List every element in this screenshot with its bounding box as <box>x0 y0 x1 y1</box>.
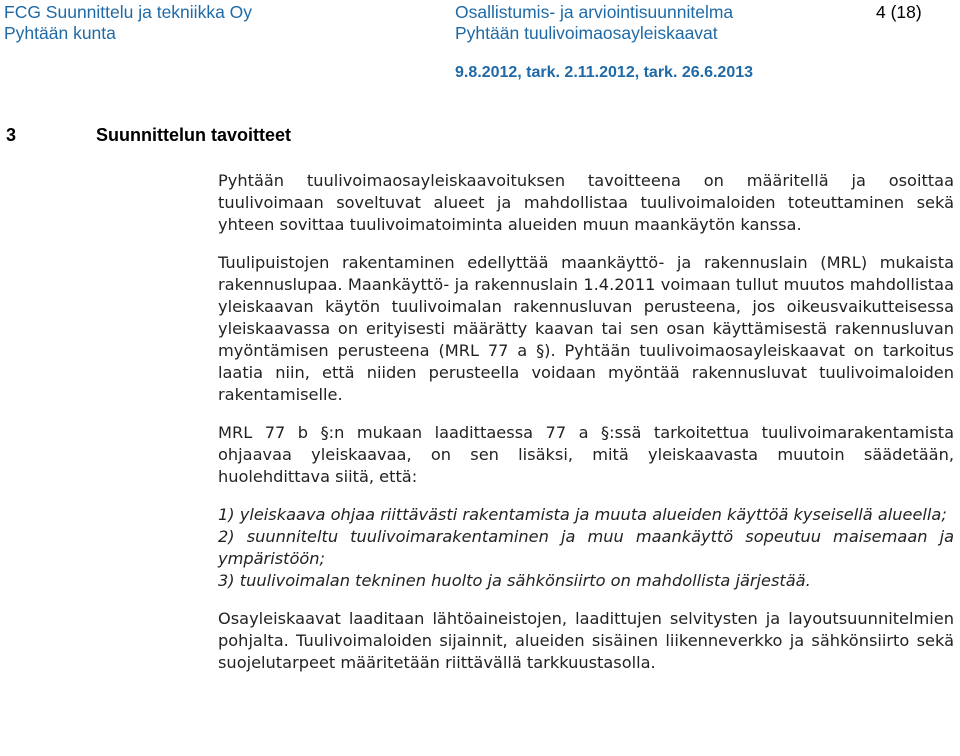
paragraph: Pyhtään tuulivoimaosayleiskaavoituksen tavoitteena on määritellä ja osoittaa tuulivoimaan soveltuvat alueet ja mahdollistaa tuulivoimaloiden toteuttaminen sekä yhteen sovittaa tuulivoimatoiminta alueiden muun maankäytön kanssa. <box>218 171 954 234</box>
section-number: 3 <box>6 125 17 145</box>
list-item: 2) suunniteltu tuulivoimarakentaminen ja muu maankäyttö sopeutuu maisemaan ja ympäristöön; <box>218 527 954 568</box>
paragraph: Tuulipuistojen rakentaminen edellyttää maankäyttö- ja rakennuslain (MRL) mukaista rakennuslupaa. Maankäyttö- ja rakennuslain 1.4.2011 voimaan tullut muutos mahdollistaa yleiskaavan käytön tuulivoimalan rakennusluvan perusteena, jos oikeusvaikutteisessa yleiskaavassa on erityisesti määrätty kaavan tai sen osan käyttämisestä rakennusluvan myöntämisen perusteena (MRL 77 a §). Pyhtään tuulivoimaosayleiskaavat on tarkoitus laatia niin, että niiden perusteella voidaan myöntää rakennusluvat tuulivoimaloiden rakentamiselle. <box>218 253 954 404</box>
page-number: 4 (18) <box>876 2 922 22</box>
revision-dates: 9.8.2012, tark. 2.11.2012, tark. 26.6.2013 <box>455 64 754 81</box>
section-heading <box>6 125 291 146</box>
list-item: 3) tuulivoimalan tekninen huolto ja sähkönsiirto on mahdollista järjestää. <box>218 571 811 590</box>
document-subtitle: Pyhtään tuulivoimaosayleiskaavat <box>455 23 718 43</box>
requirements-list <box>218 504 954 592</box>
list-item: 1) yleiskaava ohjaa riittävästi rakentamista ja muuta alueiden käyttöä kyseisellä alueella; <box>218 505 947 524</box>
document-title: Osallistumis- ja arviointisuunnitelma <box>455 2 734 22</box>
paragraph: Osayleiskaavat laaditaan lähtöaineistojen, laadittujen selvitysten ja layoutsuunnitelmien pohjalta. Tuulivoimaloiden sijainnit, alueiden sisäinen liikenneverkko ja sähkönsiirto sekä suojelutarpeet määritetään riittävällä tarkkuustasolla. <box>218 609 954 672</box>
company-name: FCG Suunnittelu ja tekniikka Oy <box>4 2 253 22</box>
paragraph: MRL 77 b §:n mukaan laadittaessa 77 a §:ssä tarkoitettua tuulivoimarakentamista ohjaavaa yleiskaavaa, on sen lisäksi, mitä yleiskaavasta muutoin säädetään, huolehdittava siitä, että: <box>218 423 954 486</box>
municipality-name: Pyhtään kunta <box>4 23 116 43</box>
page-header <box>0 0 960 90</box>
section-body <box>218 170 954 690</box>
section-title: Suunnittelun tavoitteet <box>96 125 291 145</box>
